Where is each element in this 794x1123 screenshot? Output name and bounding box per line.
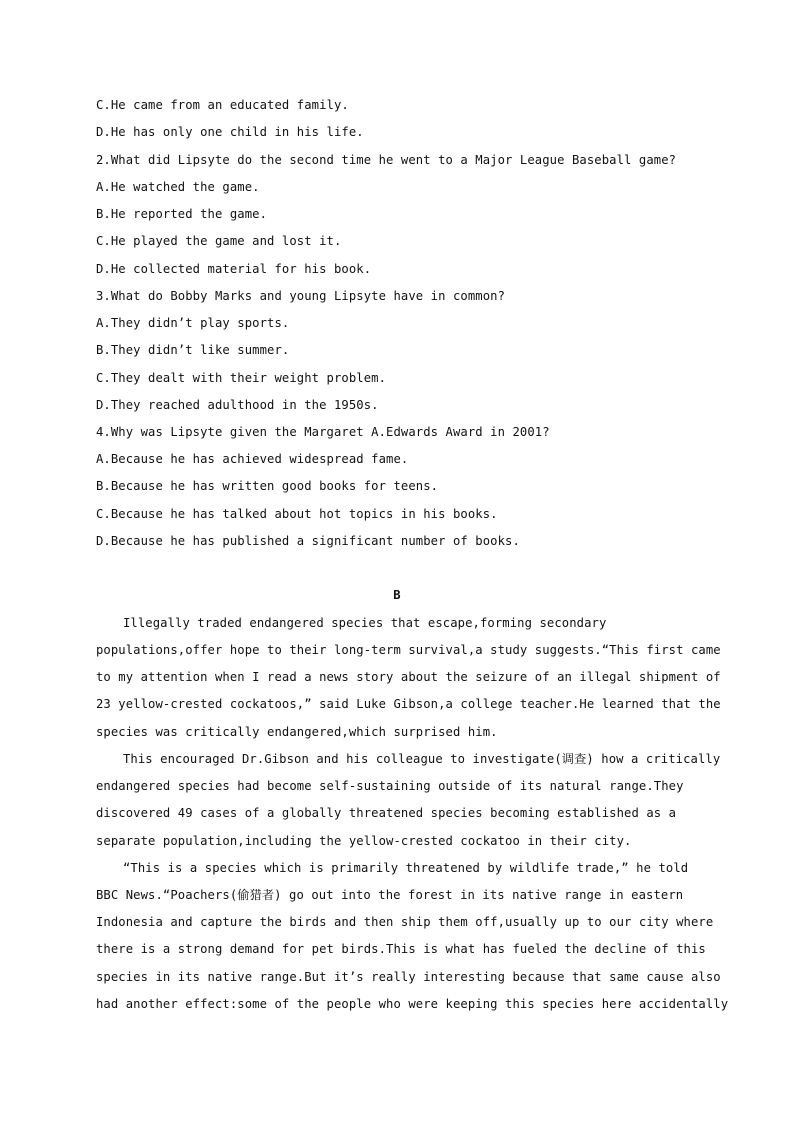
q4-option-d: D.Because he has published a significant number of books.: [96, 534, 520, 548]
q2-option-b: B.He reported the game.: [96, 207, 268, 221]
q3-option-d: D.They reached adulthood in the 1950s.: [96, 398, 379, 412]
passage-line: there is a strong demand for pet birds.This is what has fueled the decline of this: [96, 942, 706, 956]
passage-line: species was critically endangered,which surprised him.: [96, 725, 498, 739]
passage-line: 23 yellow-crested cockatoos,” said Luke Gibson,a college teacher.He learned that the: [96, 697, 721, 711]
section-b-heading: B: [393, 588, 401, 602]
passage-line: populations,offer hope to their long-term survival,a study suggests.“This first came: [96, 643, 721, 657]
passage-line: discovered 49 cases of a globally threatened species becoming established as a: [96, 806, 677, 820]
passage-line: Indonesia and capture the birds and then ship them off,usually up to our city where: [96, 915, 714, 929]
q4-option-b: B.Because he has written good books for teens.: [96, 479, 439, 493]
passage-line: to my attention when I read a news story about the seizure of an illegal shipment of: [96, 670, 721, 684]
passage-line: species in its native range.But it’s really interesting because that same cause also: [96, 970, 721, 984]
q1-option-d: D.He has only one child in his life.: [96, 125, 364, 139]
q2-option-a: A.He watched the game.: [96, 180, 260, 194]
q4-option-c: C.Because he has talked about hot topics in his books.: [96, 507, 498, 521]
q2-option-c: C.He played the game and lost it.: [96, 234, 342, 248]
q4-option-a: A.Because he has achieved widespread fame.: [96, 452, 409, 466]
q4-question: 4.Why was Lipsyte given the Margaret A.Edwards Award in 2001?: [96, 425, 550, 439]
q1-option-c: C.He came from an educated family.: [96, 98, 349, 112]
passage-line: BBC News.“Poachers(偷猎者) go out into the forest in its native range in eastern: [96, 888, 684, 902]
q2-question: 2.What did Lipsyte do the second time he went to a Major League Baseball game?: [96, 153, 677, 167]
passage-line: endangered species had become self-sustaining outside of its natural range.They: [96, 779, 684, 793]
passage-line: had another effect:some of the people who were keeping this species here accidentally: [96, 997, 729, 1011]
q2-option-d: D.He collected material for his book.: [96, 262, 372, 276]
passage-line: “This is a species which is primarily threatened by wildlife trade,” he told: [123, 861, 689, 875]
q3-question: 3.What do Bobby Marks and young Lipsyte have in common?: [96, 289, 506, 303]
passage-line: separate population,including the yellow-crested cockatoo in their city.: [96, 834, 632, 848]
q3-option-c: C.They dealt with their weight problem.: [96, 371, 387, 385]
q3-option-b: B.They didn’t like summer.: [96, 343, 290, 357]
passage-line: Illegally traded endangered species that escape,forming secondary: [123, 616, 607, 630]
q3-option-a: A.They didn’t play sports.: [96, 316, 290, 330]
passage-line: This encouraged Dr.Gibson and his colleague to investigate(调查) how a critically: [123, 752, 721, 766]
